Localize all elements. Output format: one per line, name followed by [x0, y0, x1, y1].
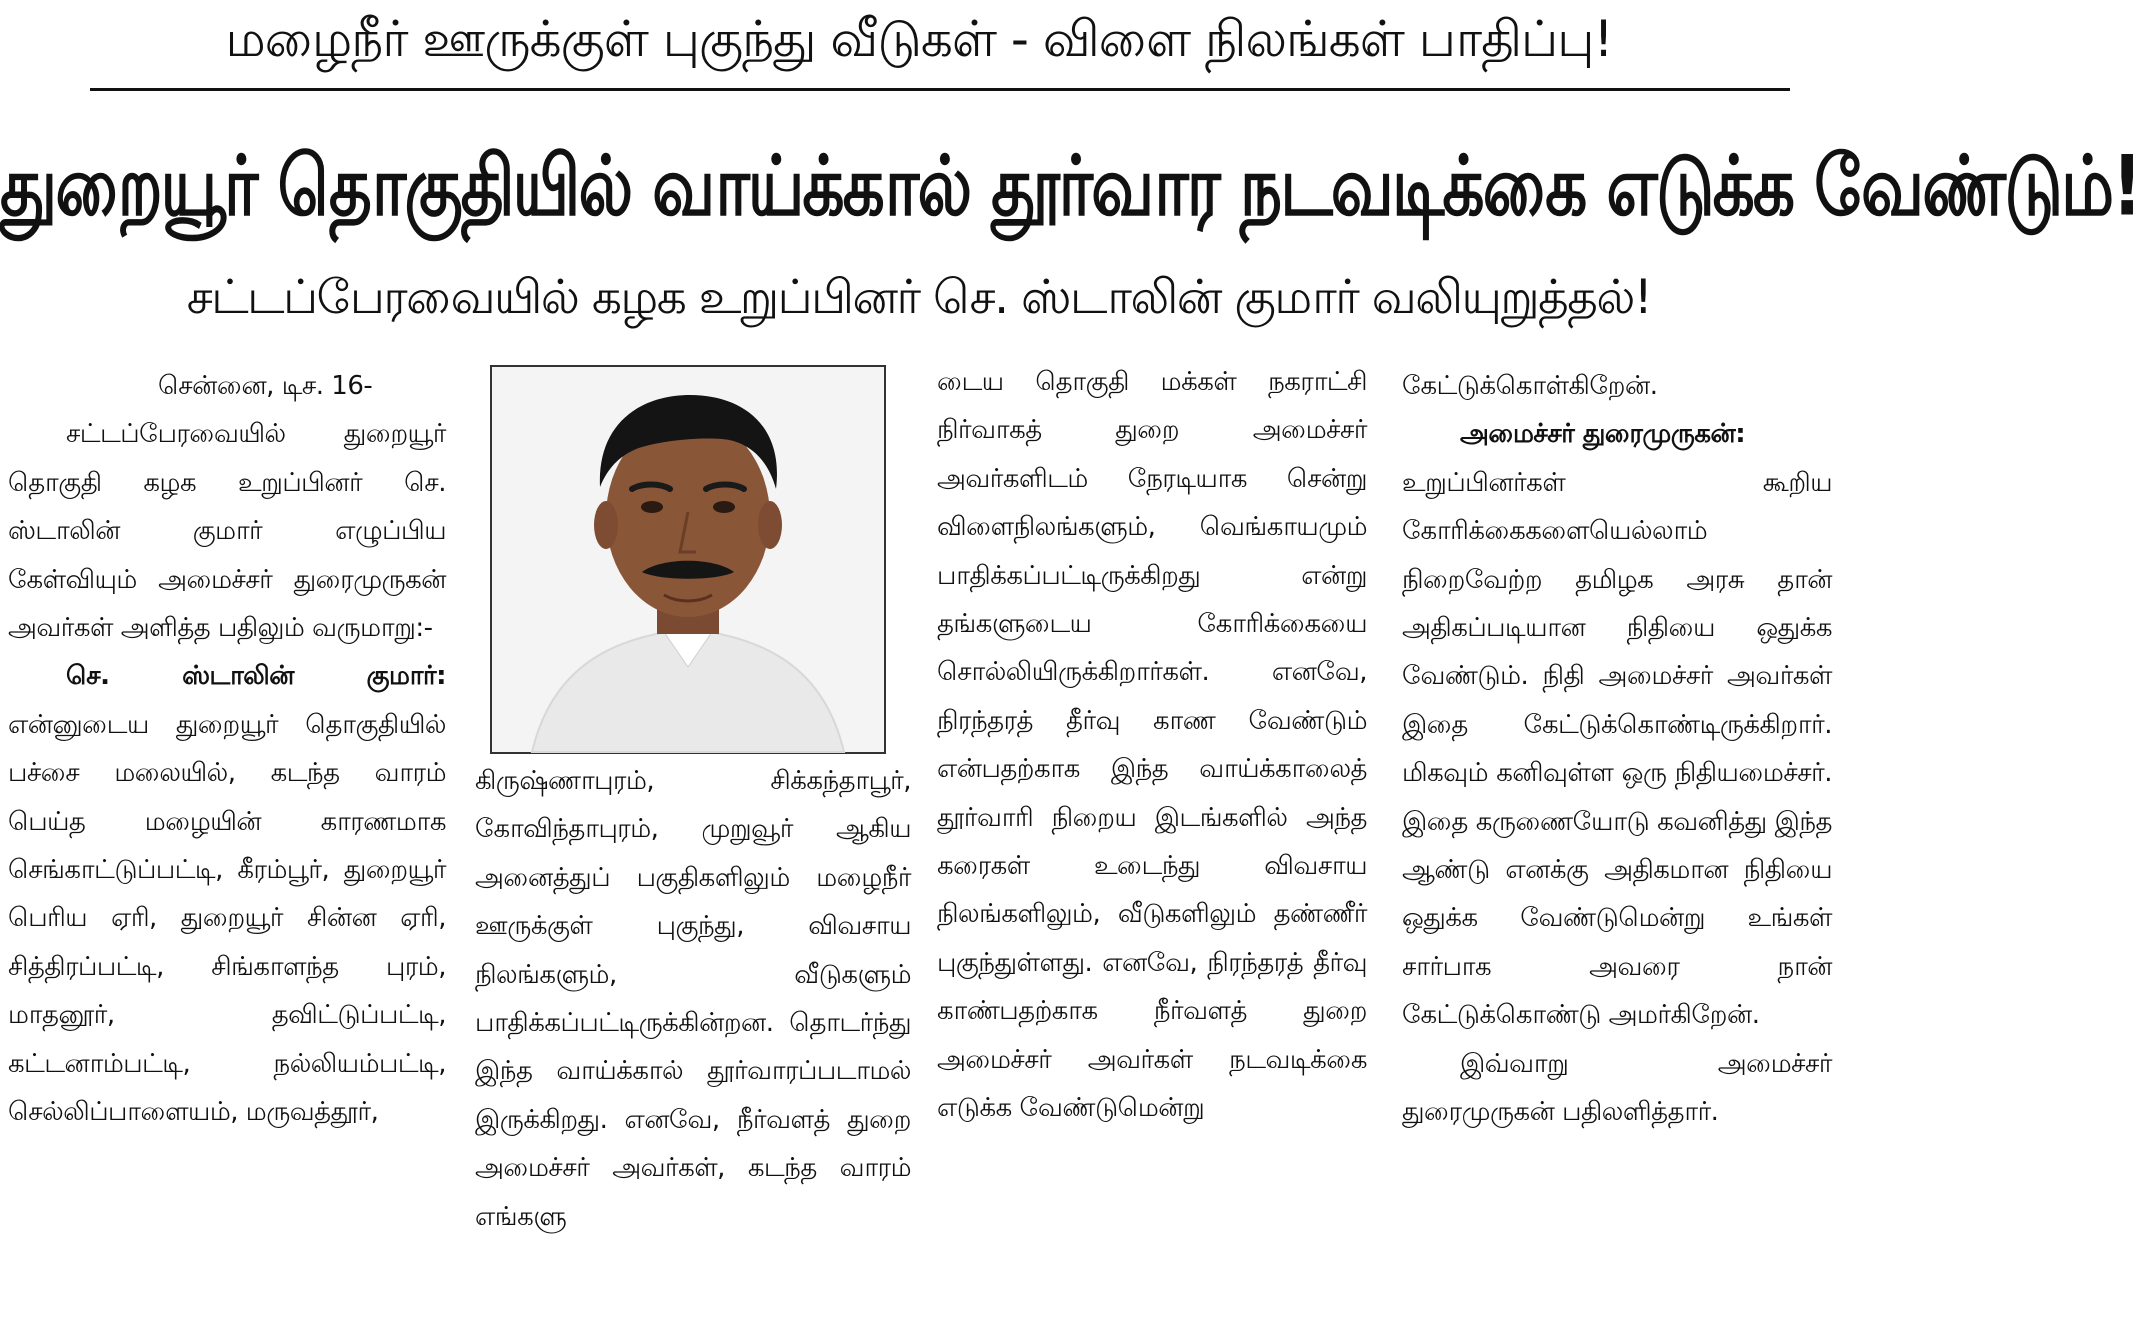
minister-speaker-name — [1402, 410, 1832, 458]
speaker-paragraph — [8, 652, 446, 1136]
column-4-lead: கேட்டுக்கொள்கிறேன். — [1402, 371, 1658, 401]
closing-line: இவ்வாறு அமைச்சர் துரைமுருகன் பதிலளித்தார். — [1402, 1048, 1832, 1128]
column-2-text: கிருஷ்ணாபுரம், சிக்கந்தாபூர், கோவிந்தாபுரம், முறுவூர் ஆகிய அனைத்துப் பகுதிகளிலும் மழைநீர் ஊருக்குள் புகுந்து, விவசாய நிலங்களும், வீடுகளும் பாதிக்கப்பட்டிருக்கின்றன. தொடர்ந்து இந்த வாய்க்கால் தூர்வாரப்படாமல் இருக்கிறது. எனவே, நீர்வளத் துறை அமைச்சர் அவர்கள், கடந்த வாரம் எங்களு — [475, 766, 911, 1232]
main-headline: துறையூர் தொகுதியில் வாய்க்கால் தூர்வார நடவடிக்கை எடுக்க வேண்டும்! — [0, 138, 2140, 235]
article-column-2 — [475, 757, 911, 1241]
headline-divider — [90, 88, 1790, 91]
portrait-illustration — [492, 367, 884, 752]
dateline: சென்னை, டிச. 16- — [158, 371, 373, 401]
article-column-4 — [1402, 362, 1832, 1137]
speaker-name: அமைச்சர் துரைமுருகன்: — [1460, 419, 1746, 450]
article-column-1 — [8, 362, 446, 1137]
minister-reply: உறுப்பினர்கள் கூறிய கோரிக்கைகளையெல்லாம் நிறைவேற்ற தமிழக அரசு தான் அதிகப்படியான நிதியை ஒதுக்க வேண்டும். நிதி அமைச்சர் அவர்கள் இதை கேட்டுக்கொண்டிருக்கிறார். மிகவும் கனிவுள்ள ஒரு நிதியமைச்சர். இதை கருணையோடு கவனித்து இந்த ஆண்டு எனக்கு அதிகமான நிதியை ஒதுக்க வேண்டுமென்று உங்கள் சார்பாக அவரை நான் கேட்டுக்கொண்டு அமர்கிறேன். — [1402, 467, 1832, 1031]
column-3-text: டைய தொகுதி மக்கள் நகராட்சி நிர்வாகத் துறை அமைச்சர் அவர்களிடம் நேரடியாக சென்று விளைநிலங்களும், வெங்காயமும் பாதிக்கப்பட்டிருக்கிறது என்று தங்களுடைய கோரிக்கையை சொல்லியிருக்கிறார்கள். எனவே, நிரந்தரத் தீர்வு காண வேண்டும் என்பதற்காக இந்த வாய்க்காலைத் தூர்வாரி நிறைய இடங்களில் அந்த கரைகள் உடைந்து விவசாய நிலங்களிலும், வீடுகளிலும் தண்ணீர் புகுந்துள்ளது. எனவே, நிரந்தரத் தீர்வு காண்பதற்காக நீர்வளத் துறை அமைச்சர் அவர்கள் நடவடிக்கை எடுக்க வேண்டுமென்று — [937, 367, 1367, 1124]
article-column-3 — [937, 358, 1367, 1133]
article-intro: சட்டப்பேரவையில் துறையூர் தொகுதி கழக உறுப்பினர் செ. ஸ்டாலின் குமார் எழுப்பிய கேள்வியும் அமைச்சர் துரைமுருகன் அவர்கள் அளித்த பதிலும் வருமாறு:- — [8, 419, 446, 644]
speaker-text: என்னுடைய துறையூர் தொகுதியில் பச்சை மலையில், கடந்த வாரம் பெய்த மழையின் காரணமாக செங்காட்டுப்பட்டி, கீரம்பூர், துறையூர் பெரிய ஏரி, துறையூர் சின்ன ஏரி, சித்திரப்பட்டி, சிங்காளந்த புரம், மாதனூர், தவிட்டுப்பட்டி, கட்டனாம்பட்டி, நல்லியம்பட்டி, செல்லிப்பாளையம், மருவத்தூர், — [8, 709, 446, 1128]
speaker-name: செ. ஸ்டாலின் குமார்: — [66, 661, 446, 692]
sub-headline: சட்டப்பேரவையில் கழக உறுப்பினர் செ. ஸ்டாலின் குமார் வலியுறுத்தல்! — [186, 270, 1652, 325]
kicker-headline: மழைநீர் ஊருக்குள் புகுந்து வீடுகள் - விளை நிலங்கள் பாதிப்பு! — [225, 10, 1613, 68]
portrait-photo — [490, 365, 886, 754]
